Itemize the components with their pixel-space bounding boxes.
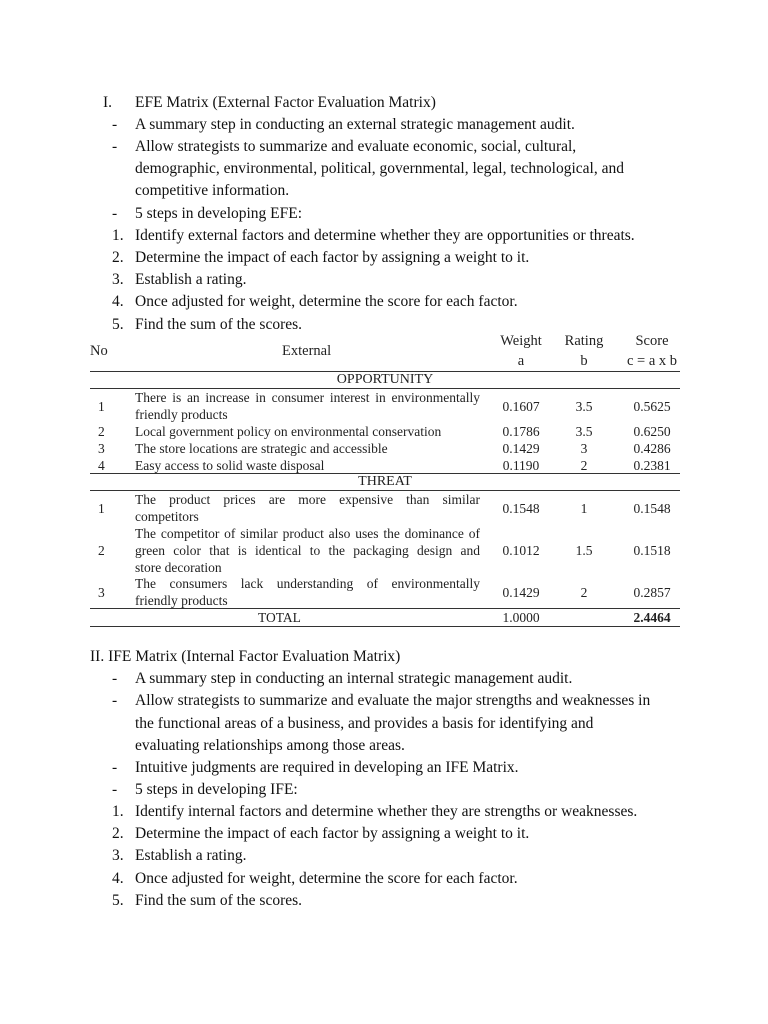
step-text: Determine the impact of each factor by assigning a weight to it. [135,825,530,842]
step-number: 1. [112,803,124,820]
total-label: TOTAL [258,610,301,625]
row-weight: 0.1607 [502,399,540,414]
bullet-text: Allow strategists to summarize and evaluate the major strengths and weaknesses in [135,692,651,709]
step-text: Establish a rating. [135,847,247,864]
row-text: Easy access to solid waste disposal [135,458,325,473]
row-no: 1 [98,399,105,414]
step-text: Once adjusted for weight, determine the score for each factor. [135,870,518,887]
step-text: Identify external factors and determine whether they are opportunities or threats. [135,227,635,244]
bullet-dash: - [112,138,118,155]
step-number: 3. [112,847,124,864]
table-rule [90,608,680,609]
row-no: 2 [98,543,105,558]
row-text: friendly products [135,593,228,608]
step-number: 4. [112,293,124,310]
section-title: II. IFE Matrix (Internal Factor Evaluation Matrix) [90,648,401,665]
total-weight: 1.0000 [502,610,540,625]
row-text: green color that is identical to the packaging design and [135,543,480,558]
step-number: 4. [112,870,124,887]
step-number: 2. [112,249,124,266]
row-text: The competitor of similar product also uses the dominance of [135,526,480,541]
bullet-dash: - [112,759,118,776]
row-text: The product prices are more expensive than similar [135,492,480,507]
row-score: 0.2857 [633,585,671,600]
bullet-text: A summary step in conducting an internal strategic management audit. [135,670,573,687]
bullet-text: Intuitive judgments are required in developing an IFE Matrix. [135,759,519,776]
step-number: 5. [112,892,124,909]
table-rule [90,626,680,627]
row-text: There is an increase in consumer interest in environmentally [135,390,480,405]
row-score: 0.1518 [633,543,671,558]
row-rating: 3 [580,441,588,456]
header-weight: Weight [500,333,542,349]
row-no: 1 [98,501,105,516]
step-text: Identify internal factors and determine whether they are strengths or weaknesses. [135,803,638,820]
row-text: Local government policy on environmental conservation [135,424,442,439]
row-weight: 0.1786 [502,424,540,439]
row-text: The consumers lack understanding of environmentally [135,576,480,591]
header-external: External [282,343,332,359]
header-no: No [90,343,108,359]
row-score: 0.1548 [633,501,671,516]
bullet-text: 5 steps in developing IFE: [135,781,298,798]
bullet-text: the functional areas of a business, and provides a basis for identifying and [135,715,594,732]
row-rating: 1.5 [575,543,593,558]
group-label-opportunity: OPPORTUNITY [336,372,434,387]
row-weight: 0.1012 [502,543,540,558]
row-weight: 0.1429 [502,585,540,600]
step-number: 5. [112,316,124,333]
header-score: Score [635,333,669,349]
row-no: 3 [98,585,105,600]
row-no: 3 [98,441,105,456]
step-number: 3. [112,271,124,288]
section-title: EFE Matrix (External Factor Evaluation Matrix) [135,94,436,111]
step-number: 1. [112,227,124,244]
row-weight: 0.1548 [502,501,540,516]
row-no: 4 [98,458,105,473]
row-rating: 3.5 [575,399,593,414]
row-text: store decoration [135,560,222,575]
step-text: Determine the impact of each factor by assigning a weight to it. [135,249,530,266]
bullet-dash: - [112,781,118,798]
bullet-text: demographic, environmental, political, governmental, legal, technological, and [135,160,624,177]
step-text: Find the sum of the scores. [135,316,303,333]
bullet-dash: - [112,205,118,222]
step-text: Find the sum of the scores. [135,892,303,909]
row-rating: 2 [580,458,588,473]
bullet-dash: - [112,116,118,133]
bullet-text: evaluating relationships among those areas. [135,737,405,754]
row-rating: 3.5 [575,424,593,439]
header-rating: Rating [564,333,604,349]
total-score: 2.4464 [633,610,671,625]
bullet-text: competitive information. [135,182,290,199]
section-numeral: I. [103,94,113,111]
row-weight: 0.1190 [502,458,540,473]
row-text: friendly products [135,407,228,422]
bullet-dash: - [112,670,118,687]
row-text: The store locations are strategic and accessible [135,441,388,456]
row-score: 0.6250 [633,424,671,439]
header-rating-sub: b [580,353,588,369]
row-score: 0.4286 [633,441,671,456]
row-score: 0.2381 [633,458,671,473]
row-rating: 1 [580,501,588,516]
bullet-text: A summary step in conducting an external strategic management audit. [135,116,575,133]
row-text: competitors [135,509,199,524]
step-text: Establish a rating. [135,271,247,288]
header-weight-sub: a [517,353,525,369]
row-no: 2 [98,424,105,439]
bullet-text: Allow strategists to summarize and evaluate economic, social, cultural, [135,138,577,155]
bullet-text: 5 steps in developing EFE: [135,205,303,222]
group-label-threat: THREAT [358,474,412,489]
step-number: 2. [112,825,124,842]
step-text: Once adjusted for weight, determine the score for each factor. [135,293,518,310]
header-score-sub: c = a x b [626,353,678,369]
row-rating: 2 [580,585,588,600]
bullet-dash: - [112,692,118,709]
row-weight: 0.1429 [502,441,540,456]
row-score: 0.5625 [633,399,671,414]
